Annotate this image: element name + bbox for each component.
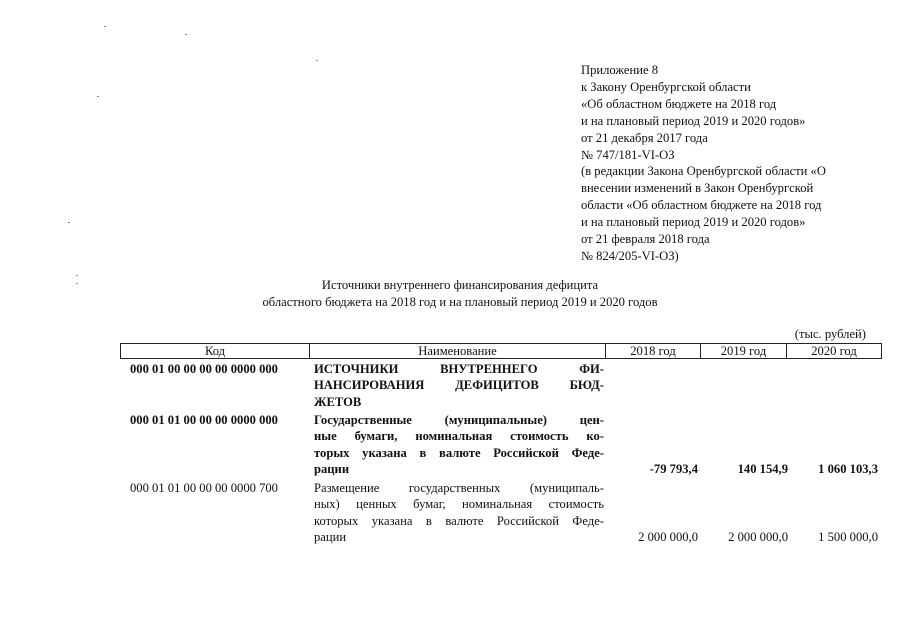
row-name-line: ных) ценных бумаг, номинальная стоимость — [314, 497, 604, 512]
row-name-line: которых указана в валюте Российской Феде- — [314, 513, 604, 528]
appendix-line: и на плановый период 2019 и 2020 годов» — [581, 215, 806, 230]
header-2020: 2020 год — [811, 344, 857, 358]
appendix-line: (в редакции Закона Оренбургской области «О — [581, 164, 826, 179]
header-code: Код — [121, 344, 310, 358]
scan-speck — [76, 275, 78, 276]
row-code: 000 01 00 00 00 00 0000 000 — [130, 362, 278, 376]
header-2019: 2019 год — [701, 344, 787, 358]
appendix-line: от 21 февраля 2018 года — [581, 232, 710, 247]
appendix-line: «Об областном бюджете на 2018 год — [581, 96, 777, 111]
appendix-line: от 21 декабря 2017 года — [581, 130, 708, 145]
row-name-line: ИСТОЧНИКИ ВНУТРЕННЕГО ФИ- — [314, 362, 604, 376]
scan-speck — [97, 96, 99, 97]
row-name-line: ные бумаги, номинальная стоимость ко- — [314, 429, 604, 444]
row-name — [314, 361, 604, 410]
row-name-line: рации — [314, 461, 350, 476]
title-line-1: Источники внутреннего финансирования дефицита — [321, 278, 599, 292]
appendix-line: № 747/181-VI-ОЗ — [581, 147, 675, 162]
value-2018: 2 000 000,0 — [638, 530, 698, 544]
units-label: (тыс. рублей) — [794, 327, 866, 341]
row-name-line: Государственные (муниципальные) цен- — [314, 413, 604, 427]
title-line-2: областного бюджета на 2018 год и на плановый период 2019 и 2020 годов — [262, 295, 658, 309]
scan-speck — [68, 222, 70, 223]
scan-speck — [104, 26, 106, 27]
row-name — [314, 412, 604, 477]
row-name-line: Размещение государственных (муниципаль- — [314, 481, 604, 495]
value-2020: 1 060 103,3 — [818, 462, 878, 476]
value-2019: 140 154,9 — [737, 462, 788, 476]
row-code: 000 01 01 00 00 00 0000 700 — [130, 481, 278, 495]
appendix-line: внесении изменений в Закон Оренбургской — [581, 181, 814, 196]
appendix-line: и на плановый период 2019 и 2020 годов» — [581, 113, 806, 128]
row-name-line: торых указана в валюте Российской Феде- — [314, 445, 604, 460]
scan-speck — [76, 283, 78, 284]
value-2018: -79 793,4 — [649, 462, 698, 476]
appendix-line: области «Об областном бюджете на 2018 год — [581, 198, 822, 213]
row-name — [314, 480, 604, 545]
scan-speck — [316, 60, 318, 61]
appendix-line: к Закону Оренбургской области — [581, 79, 751, 94]
header-name: Наименование — [310, 344, 606, 358]
document-title — [200, 277, 720, 311]
scan-speck — [185, 34, 187, 35]
appendix-line: Приложение 8 — [581, 63, 659, 77]
row-name-line: ЖЕТОВ — [314, 394, 362, 409]
row-code: 000 01 01 00 00 00 0000 000 — [130, 413, 278, 427]
appendix-line: № 824/205-VI-ОЗ) — [581, 248, 679, 263]
value-2019: 2 000 000,0 — [728, 530, 788, 544]
appendix-note — [581, 62, 881, 265]
row-name-line: рации — [314, 529, 347, 544]
row-name-line: НАНСИРОВАНИЯ ДЕФИЦИТОВ БЮД- — [314, 378, 604, 393]
value-2020: 1 500 000,0 — [818, 530, 878, 544]
header-2018: 2018 год — [606, 344, 701, 358]
table-header — [120, 343, 882, 359]
